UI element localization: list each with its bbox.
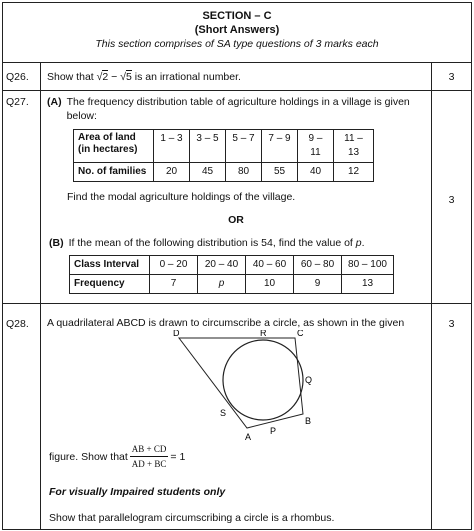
question-body <box>41 91 432 304</box>
table-cell: 40 – 60 <box>246 256 294 275</box>
q28-figure-text: figure. Show that <box>49 450 128 463</box>
table-cell: 5 – 7 <box>226 130 262 163</box>
part-a-label: (A) <box>47 96 62 108</box>
table-cell: 11 – 13 <box>334 130 374 163</box>
table-cell: 0 – 20 <box>150 256 198 275</box>
part-a-intro <box>47 95 425 123</box>
question-marks: 3 <box>432 304 472 530</box>
question-marks <box>432 91 472 304</box>
label-d: D <box>173 330 180 338</box>
table-cell: 3 – 5 <box>190 130 226 163</box>
table-row-label: Frequency <box>70 275 150 294</box>
question-row-26 <box>3 63 472 91</box>
q26-prefix: Show that <box>47 71 97 83</box>
question-number: Q26. <box>3 63 41 91</box>
question-marks: 3 <box>432 63 472 91</box>
label-b: B <box>305 416 312 426</box>
label-p: P <box>270 426 277 436</box>
label-r: R <box>260 330 267 338</box>
land-frequency-table <box>73 129 374 182</box>
q26-radicand-a: 2 <box>102 71 109 83</box>
table-cell: 45 <box>190 163 226 182</box>
question-number: Q27. <box>3 91 41 304</box>
table-header-class: Class Interval <box>70 256 150 275</box>
table-cell: 10 <box>246 275 294 294</box>
table-cell: 13 <box>342 275 394 294</box>
label-q: Q <box>305 375 313 385</box>
table-cell: 7 – 9 <box>262 130 298 163</box>
label-a: A <box>245 432 252 442</box>
part-a-text: The frequency distribution table of agriculture holdings in a village is given below: <box>66 96 410 122</box>
q26-minus: − <box>108 71 121 83</box>
label-c: C <box>297 330 304 338</box>
fraction <box>130 442 169 471</box>
part-b-label: (B) <box>49 237 64 249</box>
q26-suffix: is an irrational number. <box>131 71 241 83</box>
part-b-end: . <box>361 237 365 249</box>
table-row <box>70 275 394 294</box>
table-cell: 9 <box>294 275 342 294</box>
q28-text: A quadrilateral ABCD is drawn to circumscribe a circle, as shown in the given <box>47 317 405 329</box>
table-cell: 80 <box>226 163 262 182</box>
table-cell: 7 <box>150 275 198 294</box>
question-body <box>41 63 432 91</box>
question-body <box>41 304 432 530</box>
part-b-text: If the mean of the following distribution is 54, find the value of <box>68 237 356 249</box>
sqrt-symbol: √ <box>96 71 103 83</box>
table-cell: 9 – 11 <box>298 130 334 163</box>
header-line-1: Area of land <box>78 132 136 143</box>
quadrilateral-circle-figure <box>167 330 337 442</box>
q28-show-line <box>49 442 425 471</box>
vi-text: Show that parallelogram circumscribing a circle is a rhombus. <box>49 512 335 524</box>
header-line-2: (in hectares) <box>78 144 138 155</box>
table-row <box>74 130 374 163</box>
table-cell: p <box>198 275 246 294</box>
table-cell: 40 <box>298 163 334 182</box>
table-cell: 55 <box>262 163 298 182</box>
table-row-label: No. of families <box>74 163 154 182</box>
inscribed-circle <box>223 340 303 420</box>
fraction-denominator: AD + BC <box>131 459 167 469</box>
or-divider: OR <box>228 214 244 226</box>
part-b-intro <box>49 236 425 250</box>
question-number: Q28. <box>3 304 41 530</box>
part-b-var: p <box>355 237 362 249</box>
question-row-28 <box>3 304 472 530</box>
fraction-numerator: AB + CD <box>130 442 169 457</box>
table-cell: 20 <box>154 163 190 182</box>
section-description: This section comprises of SA type questions of 3 marks each <box>95 38 379 50</box>
table-row <box>70 256 394 275</box>
table-cell: 12 <box>334 163 374 182</box>
fraction-equals: = 1 <box>170 450 186 463</box>
table-cell: 80 – 100 <box>342 256 394 275</box>
table-header-area <box>74 130 154 163</box>
table-cell: 1 – 3 <box>154 130 190 163</box>
table-cell: 20 – 40 <box>198 256 246 275</box>
questions-table <box>2 62 472 530</box>
section-header <box>2 2 472 62</box>
table-cell: 60 – 80 <box>294 256 342 275</box>
section-title: SECTION – C <box>202 10 272 22</box>
question-row-27 <box>3 91 472 304</box>
marks-value: 3 <box>448 194 455 206</box>
sqrt-symbol: √ <box>120 71 126 83</box>
section-subtitle: (Short Answers) <box>194 24 280 36</box>
vi-heading: For visually Impaired students only <box>49 486 226 498</box>
part-a-question: Find the modal agriculture holdings of the village. <box>67 191 296 203</box>
q26-radicand-b: 5 <box>125 71 132 83</box>
table-row <box>74 163 374 182</box>
class-frequency-table <box>69 255 394 294</box>
label-s: S <box>220 408 227 418</box>
